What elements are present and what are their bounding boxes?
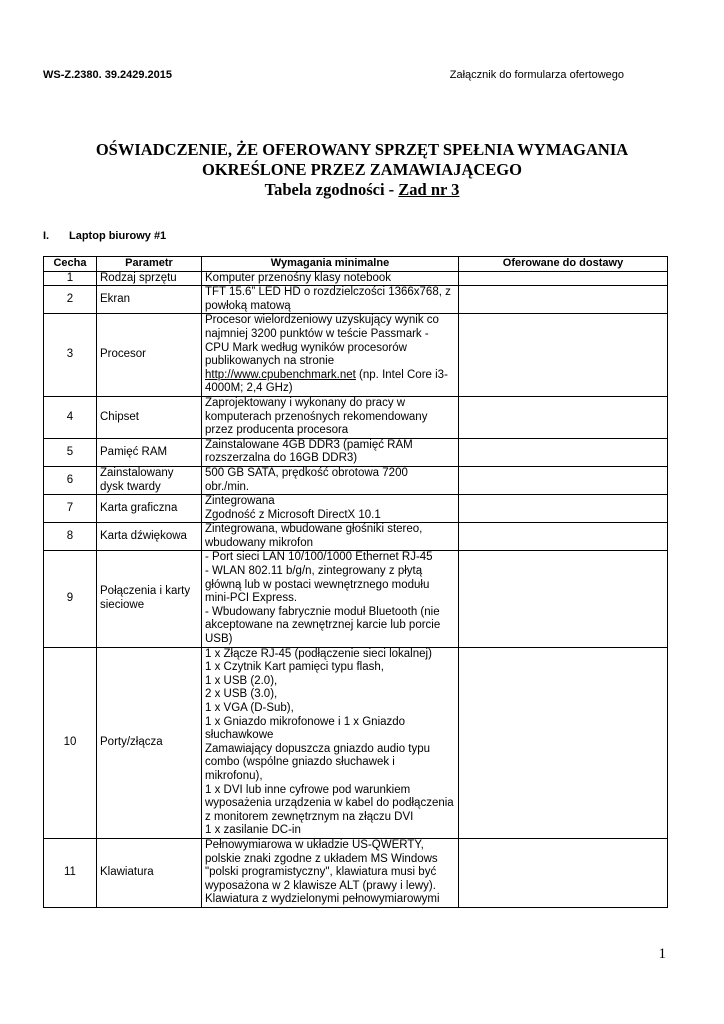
requirement-line: 1 x USB (2.0), bbox=[205, 674, 278, 687]
row-parameter: Klawiatura bbox=[97, 838, 202, 907]
requirement-line: 2 x USB (3.0), bbox=[205, 688, 278, 701]
row-number: 7 bbox=[44, 495, 97, 523]
table-row bbox=[44, 314, 668, 397]
row-number: 1 bbox=[44, 271, 97, 286]
table-row bbox=[44, 495, 668, 523]
row-requirement: Zintegrowana, wbudowane głośniki stereo, wbudowany mikrofon bbox=[202, 523, 459, 551]
row-parameter: Chipset bbox=[97, 396, 202, 438]
requirement-line: 1 x Czytnik Kart pamięci typu flash, bbox=[205, 661, 384, 674]
row-offered-cell[interactable] bbox=[459, 551, 668, 647]
header-parameter: Parametr bbox=[97, 257, 202, 272]
row-offered-cell[interactable] bbox=[459, 466, 668, 494]
row-parameter: Połączenia i karty sieciowe bbox=[97, 551, 202, 647]
row-requirement: Zainstalowane 4GB DDR3 (pamięć RAM rozszerzalna do 16GB DDR3) bbox=[202, 438, 459, 466]
row-offered-cell[interactable] bbox=[459, 647, 668, 838]
requirement-line: 1 x Gniazdo mikrofonowe i 1 x Gniazdo słuchawkowe bbox=[205, 715, 406, 742]
row-number: 4 bbox=[44, 396, 97, 438]
row-number: 5 bbox=[44, 438, 97, 466]
row-requirement: Komputer przenośny klasy notebook bbox=[202, 271, 459, 286]
requirement-line: - Wbudowany fabrycznie moduł Bluetooth (nie akceptowane na zewnętrznej karcie lub porcie USB) bbox=[205, 605, 441, 646]
row-number: 9 bbox=[44, 551, 97, 647]
title-line-1: OŚWIADCZENIE, ŻE OFEROWANY SPRZĘT SPEŁNIA WYMAGANIA bbox=[95, 140, 629, 159]
table-row bbox=[44, 523, 668, 551]
requirement-text: (np. Intel Core i3-4000M; 2,4 GHz) bbox=[205, 368, 448, 395]
document-title bbox=[0, 140, 724, 200]
row-offered-cell[interactable] bbox=[459, 271, 668, 286]
table-row bbox=[44, 286, 668, 314]
title-line-3 bbox=[0, 180, 724, 200]
requirement-line: 1 x VGA (D-Sub), bbox=[205, 702, 294, 714]
requirement-line: 1 x Złącze RJ-45 (podłączenie sieci lokalnej) bbox=[205, 647, 432, 660]
table-row bbox=[44, 647, 668, 838]
row-requirement bbox=[202, 551, 459, 647]
header-offered: Oferowane do dostawy bbox=[459, 257, 668, 272]
row-parameter: Zainstalowany dysk twardy bbox=[97, 466, 202, 494]
row-number: 11 bbox=[44, 838, 97, 907]
row-offered-cell[interactable] bbox=[459, 838, 668, 907]
table-row bbox=[44, 271, 668, 286]
requirement-text: Procesor wielordzeniowy uzyskujący wynik co najmniej 3200 punktów w teście Passmark - CPU Mark według wyników procesorów publikowanych na stronie bbox=[205, 314, 439, 368]
row-offered-cell[interactable] bbox=[459, 286, 668, 314]
row-number: 8 bbox=[44, 523, 97, 551]
row-parameter: Pamięć RAM bbox=[97, 438, 202, 466]
benchmark-link[interactable]: http://www.cpubenchmark.net bbox=[205, 368, 356, 381]
row-parameter: Ekran bbox=[97, 286, 202, 314]
row-number: 10 bbox=[44, 647, 97, 838]
table-header-row bbox=[44, 257, 668, 272]
row-requirement bbox=[202, 495, 459, 523]
row-parameter: Procesor bbox=[97, 314, 202, 397]
title-line-2: OKREŚLONE PRZEZ ZAMAWIAJĄCEGO bbox=[202, 160, 522, 179]
task-number: Zad nr 3 bbox=[398, 180, 460, 199]
table-row bbox=[44, 396, 668, 438]
row-number: 2 bbox=[44, 286, 97, 314]
row-number: 6 bbox=[44, 466, 97, 494]
requirement-line: 1 x DVI lub inne cyfrowe pod warunkiem wyposażenia urządzenia w kabel do podłączenia z monitorem zewnętrznym na złączu DVI bbox=[205, 783, 454, 823]
table-row bbox=[44, 466, 668, 494]
row-parameter: Porty/złącza bbox=[97, 647, 202, 838]
row-offered-cell[interactable] bbox=[459, 396, 668, 438]
title-line-3-prefix: Tabela zgodności - bbox=[264, 180, 399, 199]
requirement-line: - WLAN 802.11 b/g/n, zintegrowany z płytą główną lub w postaci wewnętrznego modułu mini-PCI Express. bbox=[205, 565, 430, 605]
row-offered-cell[interactable] bbox=[459, 314, 668, 397]
document-reference: WS-Z.2380. 39.2429.2015 bbox=[43, 69, 173, 81]
requirement-line: - Port sieci LAN 10/100/1000 Ethernet RJ-45 bbox=[205, 551, 433, 564]
requirement-line: Zgodność z Microsoft DirectX 10.1 bbox=[205, 508, 381, 521]
section-heading bbox=[43, 230, 166, 242]
compliance-table bbox=[43, 256, 668, 908]
row-requirement: Zaprojektowany i wykonany do pracy w komputerach przenośnych rekomendowany przez producenta procesora bbox=[202, 396, 459, 438]
row-parameter: Rodzaj sprzętu bbox=[97, 271, 202, 286]
section-number: I. bbox=[43, 230, 50, 242]
header-feature: Cecha bbox=[44, 257, 97, 272]
section-title: Laptop biurowy #1 bbox=[69, 230, 167, 242]
table-row bbox=[44, 838, 668, 907]
row-offered-cell[interactable] bbox=[459, 438, 668, 466]
page-number: 1 bbox=[658, 946, 666, 962]
requirement-line: Zintegrowana bbox=[205, 495, 275, 508]
row-offered-cell[interactable] bbox=[459, 495, 668, 523]
header-requirements: Wymagania minimalne bbox=[202, 257, 459, 272]
row-requirement: 500 GB SATA, prędkość obrotowa 7200 obr./min. bbox=[202, 466, 459, 494]
requirement-line: Zamawiający dopuszcza gniazdo audio typu combo (wspólne gniazdo słuchawek i mikrofonu), bbox=[205, 742, 431, 782]
row-requirement: TFT 15.6” LED HD o rozdzielczości 1366x768, z powłoką matową bbox=[202, 286, 459, 314]
table-row bbox=[44, 551, 668, 647]
table-row bbox=[44, 438, 668, 466]
row-number: 3 bbox=[44, 314, 97, 397]
row-parameter: Karta graficzna bbox=[97, 495, 202, 523]
row-requirement: Pełnowymiarowa w układzie US-QWERTY, polskie znaki zgodne z układem MS Windows "polski programistyczny", klawiatura musi być wyposażona w 2 klawisze ALT (prawy i lewy). Klawiatura z wydzielonymi pełnowymiarowymi bbox=[202, 838, 459, 907]
attachment-label: Załącznik do formularza ofertowego bbox=[449, 69, 624, 81]
row-requirement bbox=[202, 314, 459, 397]
row-parameter: Karta dźwiękowa bbox=[97, 523, 202, 551]
requirement-line: 1 x zasilanie DC-in bbox=[205, 824, 301, 837]
row-requirement bbox=[202, 647, 459, 838]
row-offered-cell[interactable] bbox=[459, 523, 668, 551]
